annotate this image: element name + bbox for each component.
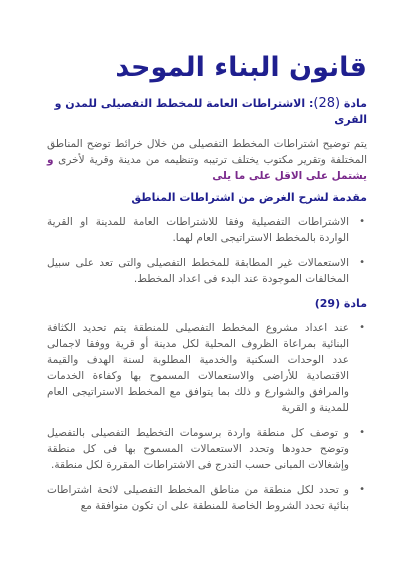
- list-item: [47, 255, 367, 287]
- article-28-intro: [47, 136, 367, 184]
- article-28-intro-highlight: و يشتمل على الاقل على ما يلى: [47, 154, 367, 182]
- list-item-text: الاشتراطات التفصيلية وفقا للاشتراطات العامة للمدينة او القرية الواردة بالمخطط الاستراتيجى العام لهما.: [47, 216, 349, 244]
- list-item-text: و تحدد لكل منطقة من مناطق المخطط التفصيلى لائحة اشتراطات بنائية تحدد الشروط الخاصة للمنطقة على ان تكون متوافقة مع: [47, 484, 349, 512]
- article-28-heading-prefix: مادة: [340, 97, 367, 110]
- list-item-text: و توصف كل منطقة واردة برسومات التخطيط التفصيلى بالتفصيل وتوضح حدودها وتحدد الاستعمالات المسموح بها فى كل منطقة وإشغالات المبانى حسب التدرج فى الاشتراطات المقررة لكل منطقة.: [47, 427, 349, 471]
- article-28-bullet-list: [47, 214, 367, 287]
- article-28-heading-rest: : الاشتراطات العامة للمخطط التفصيلى للمدن و القرى: [54, 97, 367, 126]
- list-item: [47, 214, 367, 246]
- list-item: [47, 425, 367, 473]
- list-item-text: الاستعمالات غير المطابقة للمخطط التفصيلى والتى تعد على سبيل المخالفات الموجودة عند البدء فى اعداد المخطط.: [47, 257, 349, 285]
- bullet-icon: •: [359, 484, 365, 495]
- bullet-icon: •: [359, 322, 365, 333]
- bullet-icon: •: [359, 216, 365, 227]
- bullet-icon: •: [359, 427, 365, 438]
- document-title: قانون البناء الموحد: [115, 52, 367, 83]
- list-item: [47, 320, 367, 416]
- article-29-heading: مادة (29): [314, 297, 367, 310]
- article-28-subheading: مقدمة لشرح الغرض من اشتراطات المناطق: [131, 191, 367, 204]
- article-29-bullet-list: [47, 320, 367, 514]
- article-28-number: (28): [313, 96, 341, 111]
- bullet-icon: •: [359, 257, 365, 268]
- article-28-intro-text: يتم توضيح اشتراطات المخطط التفصيلى من خلال خرائط توضح المناطق المختلفة وتقرير مكتوب يختلف ترتيبه وتنظيمه من مدينة وقرية لأخرى: [47, 138, 367, 166]
- list-item-text: عند اعداد مشروع المخطط التفصيلى للمنطقة يتم تحديد الكثافة البنائية بمراعاة الظروف المحلية لكل مدينة أو قرية ووفقا لاجمالى عدد الوحدات السكنية والخدمية المطلوبة لسنة الهدف والقيمة الاقتصادية للأراضى والاستعمالات المسموح بها وكفاءة الخدمات والمرافق والشوارع و ذلك بما يتوافق مع المخطط الاستراتيجى العام للمدينة و القرية: [47, 322, 349, 414]
- list-item: [47, 482, 367, 514]
- article-28-heading: [47, 96, 367, 128]
